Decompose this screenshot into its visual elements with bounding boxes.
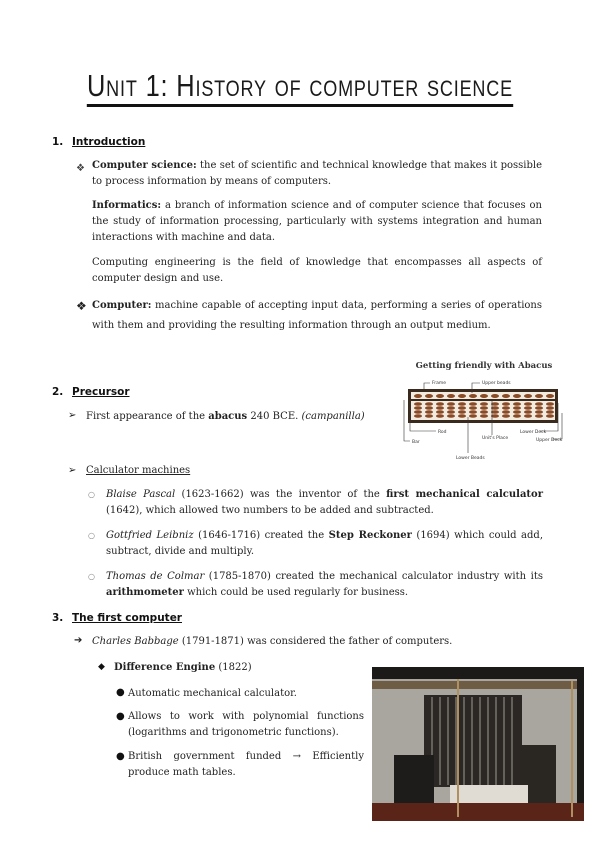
filled-diamond-bullet-icon: ◆ (98, 662, 105, 672)
list-item: Automatic mechanical calculator. (128, 688, 297, 699)
dot-bullet-icon: ● (116, 751, 125, 762)
section-heading-precursor: 2. Precursor (52, 386, 130, 398)
list-item: Allows to work with polynomial functions (logarithms and trigonometric functions). (128, 711, 364, 738)
svg-text:Upper beads: Upper beads (482, 381, 511, 386)
paragraph-computer: Computer: machine capable of accepting input data, performing a series of operations with them and providing the resulting information through an output medium. (92, 300, 542, 331)
paragraph-pascal: Blaise Pascal (1623-1662) was the inventor of the first mechanical calculator (1642), which allowed two numbers to be added and subtracted. (106, 489, 543, 516)
svg-text:Upper Deck: Upper Deck (536, 438, 563, 443)
difference-engine-photo (372, 667, 584, 821)
list-item: British government funded → Efficiently produce math tables. (128, 751, 364, 778)
circle-bullet-icon: ○ (88, 490, 95, 499)
diamond-outline-bullet-icon: ❖ (76, 163, 85, 174)
paragraph-computer-science: Computer science: the set of scientific and technical knowledge that makes it possible to process information by means of computers. (92, 160, 542, 187)
paragraph-colmar: Thomas de Colmar (1785-1870) created the mechanical calculator industry with its arithmometer which could be used regularly for business. (106, 571, 543, 598)
paragraph-informatics: Informatics: a branch of information science and of computer science that focuses on the study of information processing, particularly with systems integration and human interactions with machine and data. (92, 200, 542, 243)
svg-text:Unit's Place: Unit's Place (482, 436, 509, 441)
paragraph-babbage: Charles Babbage (1791-1871) was considered the father of computers. (92, 636, 453, 647)
svg-text:Rod: Rod (438, 430, 447, 435)
svg-text:Lower Beads: Lower Beads (456, 456, 485, 461)
dot-bullet-icon: ● (116, 687, 125, 698)
subheading-calculator-machines: Calculator machines (86, 465, 191, 476)
paragraph-abacus: First appearance of the abacus 240 BCE. (campanilla) (86, 411, 365, 422)
arrowhead-bullet-icon: ➢ (68, 465, 77, 476)
section-heading-introduction: 1. Introduction (52, 136, 146, 148)
arrowhead-bullet-icon: ➢ (68, 410, 77, 421)
circle-bullet-icon: ○ (88, 572, 95, 581)
paragraph-leibniz: Gottfried Leibniz (1646-1716) created the Step Reckoner (1694) which could add, subtract, divide and multiply. (106, 530, 543, 557)
subheading-difference-engine: Difference Engine (1822) (114, 662, 252, 673)
abacus-diagram-image: Getting friendly with Abacus Frame Upper beads Rod Unit's Place Lower Deck Upper Deck Bar Lower Beads (400, 360, 568, 462)
arrow-bullet-icon: ➔ (74, 635, 83, 646)
svg-text:Lower Deck: Lower Deck (520, 430, 547, 435)
paragraph-computing-engineering: Computing engineering is the field of knowledge that encompasses all aspects of computer design and use. (92, 257, 542, 284)
dot-bullet-icon: ● (116, 711, 125, 722)
svg-text:Bar: Bar (412, 440, 420, 445)
section-heading-first-computer: 3. The first computer (52, 612, 182, 624)
circle-bullet-icon: ○ (88, 531, 95, 540)
diamond-outline-bullet-icon: ❖ (76, 299, 87, 313)
svg-text:Frame: Frame (432, 381, 447, 386)
page-title: Unit 1: History of computer science (54, 68, 546, 104)
